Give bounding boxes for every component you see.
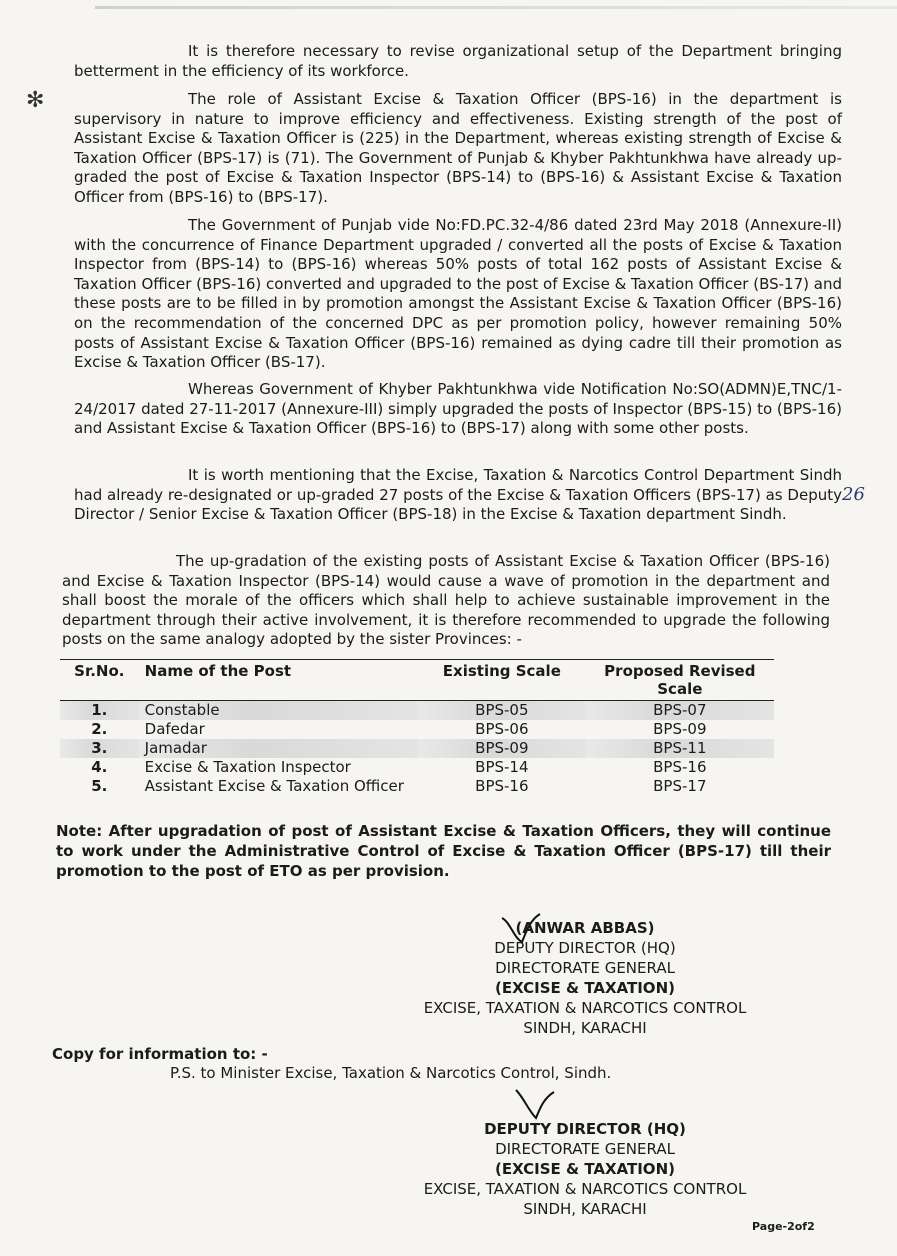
row-post-name: Assistant Excise & Taxation Officer (144, 777, 404, 795)
signature-block-2 (400, 1119, 770, 1219)
row-sr: 2. (91, 720, 108, 738)
row-post-name: Dafedar (144, 720, 205, 738)
row-proposed-scale: BPS-16 (653, 758, 707, 776)
page-number: Page-2of2 (752, 1220, 815, 1233)
row-proposed-scale: BPS-09 (653, 720, 707, 738)
copy-recipient: P.S. to Minister Excise, Taxation & Narcotics Control, Sindh. (170, 1064, 612, 1082)
table-header-row (60, 660, 774, 701)
signatory-office: DIRECTORATE GENERAL (495, 1140, 675, 1158)
table-row (60, 720, 774, 739)
row-existing-scale: BPS-05 (418, 701, 586, 721)
signatory-office: DIRECTORATE GENERAL (495, 959, 675, 977)
page-edge-line (95, 6, 897, 9)
header-post-name: Name of the Post (139, 660, 418, 701)
signature-scribble-2 (512, 1086, 556, 1120)
handwritten-page-mark: 26 (842, 484, 865, 505)
row-post-name: Excise & Taxation Inspector (144, 758, 351, 776)
paragraph-4-text: Whereas Government of Khyber Pakhtunkhwa vide Notification No:SO(ADMN)E,TNC/1-24/2017 dated 27-11-2017 (Annexure-III) simply upgraded the posts of Inspector (BPS-15) to (BPS-16) and Assistant Excise & Taxation Officer (BPS-16) to (BPS-17) along with some other posts. (74, 380, 842, 438)
paragraph-3 (74, 216, 842, 373)
row-sr: 4. (91, 758, 108, 776)
row-post-name: Jamadar (139, 739, 418, 758)
header-proposed-scale: Proposed Revised Scale (586, 660, 774, 701)
table-row (60, 701, 774, 721)
table-row (60, 777, 774, 796)
signature-block-1 (400, 918, 770, 1038)
row-existing-scale: BPS-16 (475, 777, 529, 795)
upgradation-note: Note: After upgradation of post of Assistant Excise & Taxation Officers, they will continue to work under the Administrative Control of Excise & Taxation Officer (BPS-17) till their promotion to the post of ETO as per provision. (56, 822, 831, 880)
staple-mark: ✻ (26, 88, 45, 113)
signatory-department: EXCISE, TAXATION & NARCOTICS CONTROL (423, 999, 747, 1017)
row-proposed-scale: BPS-11 (586, 739, 774, 758)
row-proposed-scale: BPS-17 (653, 777, 707, 795)
header-existing-scale: Existing Scale (418, 660, 586, 701)
table-row (60, 758, 774, 777)
signatory-department: EXCISE, TAXATION & NARCOTICS CONTROL (423, 1180, 747, 1198)
row-proposed-scale: BPS-07 (586, 701, 774, 721)
row-sr: 3. (60, 739, 139, 758)
row-existing-scale: BPS-09 (418, 739, 586, 758)
signatory-location: SINDH, KARACHI (523, 1200, 647, 1218)
paragraph-5 (74, 466, 842, 525)
signatory-name: (ANWAR ABBAS) (515, 919, 655, 937)
paragraph-6 (62, 552, 830, 650)
paragraph-2 (74, 90, 842, 208)
paragraph-2-text: The role of Assistant Excise & Taxation Officer (BPS-16) in the department is supervisory in nature to improve efficiency and effectiveness. Existing strength of the post of Assistant Excise & Taxation Officer is (225) in the Department, whereas existing strength of Excise & Taxation Officer (BPS-17) is (71). The Government of Punjab & Khyber Pakhtunkhwa have already up-graded the post of Excise & Taxation Inspector (BPS-14) to (BPS-16) & Assistant Excise & Taxation Officer from (BPS-16) to (BPS-17). (74, 90, 842, 206)
signatory-location: SINDH, KARACHI (523, 1019, 647, 1037)
signatory-designation: DEPUTY DIRECTOR (HQ) (484, 1120, 686, 1138)
row-sr: 1. (60, 701, 139, 721)
row-existing-scale: BPS-06 (475, 720, 529, 738)
paragraph-5-text: It is worth mentioning that the Excise, Taxation & Narcotics Control Department Sindh had already re-designated or up-graded 27 posts of the Excise & Taxation Officers (BPS-17) as Deputy Director / Senior Excise & Taxation Officer (BPS-18) in the Excise & Taxation department Sindh. (74, 466, 842, 524)
table-row (60, 739, 774, 758)
signatory-designation: DEPUTY DIRECTOR (HQ) (494, 939, 676, 957)
signatory-wing: (EXCISE & TAXATION) (495, 979, 675, 997)
paragraph-3-text: The Government of Punjab vide No:FD.PC.32-4/86 dated 23rd May 2018 (Annexure-II) with the concurrence of Finance Department upgraded / converted all the posts of Excise & Taxation Inspector from (BPS-14) to (BPS-16) whereas 50% posts of total 162 posts of Assistant Excise & Taxation Officer (BPS-16) converted and upgraded to the post of Excise & Taxation Officer (BS-17) and these posts are to be filled in by promotion amongst the Assistant Excise & Taxation Officer (BPS-16) on the recommendation of the concerned DPC as per promotion policy, however remaining 50% posts of Assistant Excise & Taxation Officer (BPS-16) remained as dying cadre till their promotion as Excise & Taxation Officer (BS-17). (74, 216, 842, 372)
signatory-wing: (EXCISE & TAXATION) (495, 1160, 675, 1178)
paragraph-4 (74, 380, 842, 439)
copy-label: Copy for information to: - (52, 1045, 268, 1063)
paragraph-6-text: The up-gradation of the existing posts of Assistant Excise & Taxation Officer (BPS-16) and Excise & Taxation Inspector (BPS-14) would cause a wave of promotion in the department and shall boost the morale of the officers which shall help to achieve sustainable improvement in the department through their active involvement, it is therefore recommended to upgrade the following posts on the same analogy adopted by the sister Provinces: - (62, 552, 830, 649)
paragraph-1-text: It is therefore necessary to revise organizational setup of the Department bringing betterment in the efficiency of its workforce. (74, 42, 842, 80)
row-existing-scale: BPS-14 (475, 758, 529, 776)
posts-upgrade-table (60, 659, 774, 796)
header-sr-no: Sr.No. (60, 660, 139, 701)
row-sr: 5. (91, 777, 108, 795)
paragraph-1 (74, 42, 842, 81)
row-post-name: Constable (139, 701, 418, 721)
